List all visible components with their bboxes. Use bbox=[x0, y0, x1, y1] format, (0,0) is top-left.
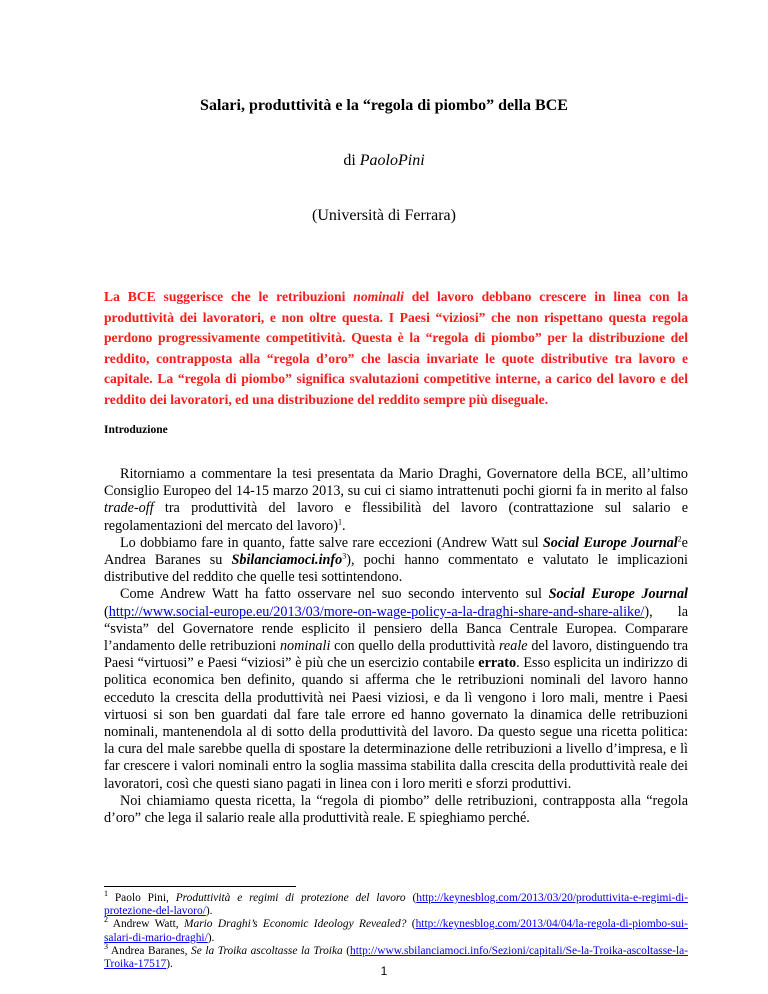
italic-run: Mario Draghi’s Economic Ideology Revealed? bbox=[184, 918, 407, 931]
page-number: 1 bbox=[380, 964, 388, 978]
italic-run: reale bbox=[498, 638, 528, 655]
paragraph-4: Noi chiamiamo questa ricetta, la “regola di piombo” delle retribuzioni, contrapposta alla “regola d’oro” che lega il salario reale alla produttività reale. E spieghiamo perché. bbox=[104, 792, 688, 827]
abstract-text-2: del lavoro debbano crescere in linea con la produttività dei lavoratori, e non oltre questa. I Paesi “viziosi” che non rispettano questa regola perdono progressivamente competitività. Questa è la “regola di piombo” per la distribuzione del reddito, contrapposta alla “regola d’oro” che lascia invariate le quote distributive tra lavoro e capitale. La “regola di piombo” significa svalutazioni competitive interne, a carico del lavoro e del reddito dei lavoratori, ed una distribuzione del reddito sempre più diseguale. bbox=[104, 289, 688, 407]
footnote-number: 3 bbox=[104, 942, 108, 952]
footnote-ref[interactable]: 2 bbox=[677, 534, 682, 544]
footnote-ref[interactable]: 1 bbox=[338, 516, 342, 526]
footnote-number: 1 bbox=[104, 889, 108, 899]
paragraph-3 bbox=[104, 586, 688, 792]
abstract bbox=[104, 287, 688, 411]
author-name: PaoloPini bbox=[359, 152, 425, 169]
text-run: del lavoro, distinguendo tra Paesi “virtuosi” e Paesi “viziosi” è più che un esercizio contabile bbox=[104, 638, 688, 672]
text-run: Andrew Watt, bbox=[108, 918, 185, 931]
text-run: e Andrea Baranes su bbox=[104, 534, 688, 569]
document-title: Salari, produttività e la “regola di piombo” della BCE bbox=[200, 97, 568, 114]
italic-run: Produttività e regimi di protezione del lavoro bbox=[175, 892, 406, 904]
italic-run: nominali bbox=[279, 638, 331, 655]
footnote-ref[interactable]: 3 bbox=[342, 551, 347, 561]
abstract-text-1: La BCE suggerisce che le retribuzioni bbox=[104, 289, 354, 304]
body-text bbox=[104, 466, 688, 827]
footnote-link[interactable]: http://www.sbilanciamoci.info/Sezioni/capitali/Se-la-Troika-ascoltasse-la-Troika-17517 bbox=[104, 944, 688, 971]
italic-run: Se la Troika ascoltasse la Troika bbox=[191, 944, 343, 957]
footnote-number: 2 bbox=[104, 915, 108, 925]
text-run: Come Andrew Watt ha fatto osservare nel suo secondo intervento sul bbox=[120, 586, 549, 603]
site-name: Sbilanciamoci.info bbox=[231, 552, 343, 569]
footnotes bbox=[104, 889, 688, 971]
byline-prefix: di bbox=[343, 152, 360, 169]
abstract-italic: nominali bbox=[353, 289, 404, 304]
section-heading: Introduzione bbox=[104, 424, 168, 436]
text-run: Paolo Pini, bbox=[108, 892, 176, 904]
author-byline bbox=[0, 152, 768, 170]
text-run: ). bbox=[205, 905, 213, 918]
journal-name: Social Europe Journal bbox=[542, 534, 678, 551]
text-run: con quello della produttività bbox=[330, 638, 499, 655]
footnote-1 bbox=[104, 889, 688, 918]
paragraph-1 bbox=[104, 466, 688, 535]
article-link[interactable]: http://www.social-europe.eu/2013/03/more-on-wage-policy-a-la-draghi-share-and-share-alike/ bbox=[108, 603, 645, 620]
footnote-link[interactable]: http://keynesblog.com/2013/04/04/la-regola-di-piombo-sui-salari-di-mario-draghi/ bbox=[104, 918, 688, 944]
author-affiliation: (Università di Ferrara) bbox=[312, 207, 456, 224]
text-run: . Esso esplicita un indirizzo di politica economica ben definito, quando si afferma che le retribuzioni nominali del lavoro hanno ecceduto la crescita della produttività nei Paesi viziosi, e da lì vengono i loro mali, mentre i Paesi virtuosi si son ben guardati dal fare tale errore ed hanno governato la dinamica delle retribuzioni nominali, mantenendola al di sotto della produttività del lavoro. Da questo segue una ricetta politica: la cura del male sarebbe quella di spostare la determinazione delle retribuzioni a livello d’impresa, e lì far crescere i valori nominali entro la soglia massima stabilita dalla crescita della produttività reale dei lavoratori, così che questi siano pagati in linea con i loro meriti e sforzi produttivi. bbox=[104, 655, 688, 792]
footnote-separator bbox=[104, 886, 296, 887]
text-run: ). bbox=[166, 958, 173, 971]
text-run: Andrea Baranes, bbox=[108, 944, 192, 957]
text-run: ( bbox=[342, 944, 351, 957]
text-run: ), la “svista” del Governatore rende esplicito il pensiero della Banca Centrale Europea. Comparare l’andamento delle retribuzioni bbox=[104, 603, 688, 655]
bold-run: errato bbox=[478, 655, 517, 672]
paragraph-2 bbox=[104, 535, 688, 587]
italic-run: trade-off bbox=[104, 500, 154, 517]
text-run: ( bbox=[406, 918, 416, 931]
text-run: ( bbox=[104, 603, 109, 620]
text-run: Lo dobbiamo fare in quanto, fatte salve rare eccezioni (Andrew Watt sul bbox=[120, 534, 543, 551]
text-run: . bbox=[342, 517, 346, 534]
text-run: Ritorniamo a commentare la tesi presentata da Mario Draghi, Governatore della BCE, all’ultimo Consiglio Europeo del 14-15 marzo 2013, su cui ci siamo intrattenuti pochi giorni fa in merito al falso bbox=[104, 466, 688, 500]
footnote-link[interactable]: http://keynesblog.com/2013/03/20/produttivita-e-regimi-di-protezione-del-lavoro/ bbox=[104, 892, 688, 918]
text-run: tra produttività del lavoro e flessibilità del lavoro (contrattazione sul salario e regolamentazioni del mercato del lavoro) bbox=[104, 500, 688, 534]
text-run: ( bbox=[405, 892, 417, 904]
journal-name: Social Europe Journal bbox=[548, 586, 688, 603]
footnote-2 bbox=[104, 915, 688, 944]
text-run: ), pochi hanno commentato e valutato le implicazioni distributive del reddito che quelle tesi sottintendono. bbox=[104, 552, 689, 586]
text-run: ). bbox=[207, 931, 215, 944]
